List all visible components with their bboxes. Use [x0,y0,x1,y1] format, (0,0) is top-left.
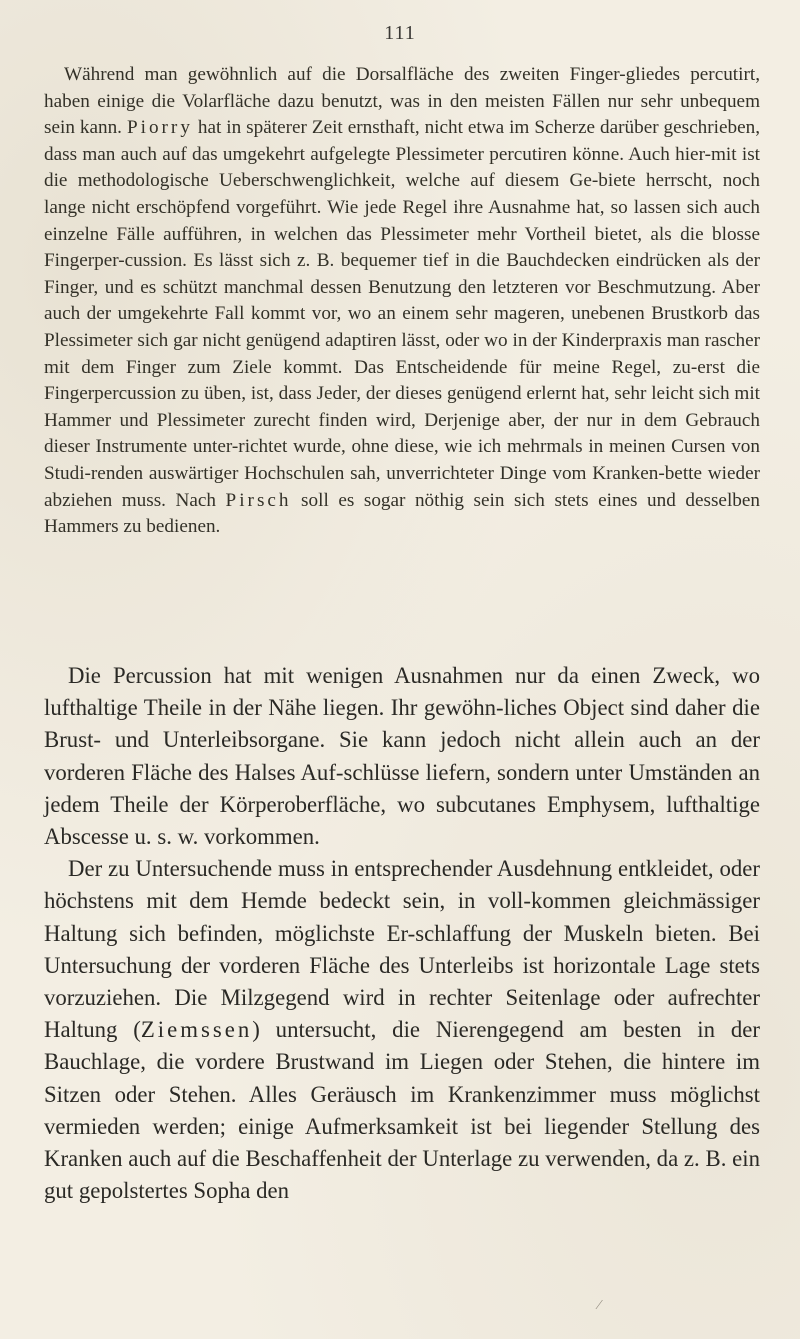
author-name: Pirsch [225,489,292,511]
author-name: Piorry [126,117,193,139]
paragraph-plessimeter [44,62,760,541]
text-run: hat in späterer Zeit ernsthaft, nicht etwa im Scherze darüber geschrieben, dass man auch auf das umgekehrt aufgelegte Plessimeter percutiren könne. Auch hier-mit ist die methodologische Ueberschwenglichkeit, welche auf diesem Ge-biete herrscht, noch lange nicht erschöpfend vorgeführt. Wie jede Regel ihre Ausnahme hat, so lassen sich auch einzelne Fälle aufführen, in welchen das Plessimeter mehr Vortheil bietet, als die blosse Fingerper-cussion. Es lässt sich z. B. bequemer tief in die Bauchdecken eindrücken als der Finger, und es schützt manchmal dessen Benutzung den letzteren vor Beschmutzung. Aber auch der umgekehrte Fall kommt vor, wo an einem sehr mageren, unebenen Brustkorb das Plessimeter sich gar nicht genügend adaptiren lässt, oder wo in der Kinderpraxis man rascher mit dem Finger zum Ziele kommt. Das Entscheidende für meine Regel, zu-erst die Fingerpercussion zu üben, ist, dass Jeder, der dieses genügend erlernt hat, sehr leicht sich mit Hammer und Plessimeter zurecht finden wird, Derjenige aber, der nur in dem Gebrauch dieser Instrumente unter-richtet wurde, ohne diese, wie ich mehrmals in meinen Cursen von Studi-renden auswärtiger Hochschulen sah, unverrichteter Dinge vom Kranken-bette wieder abziehen muss. Nach [44,117,760,511]
section-small-print [44,62,760,541]
page-number: 111 [384,22,416,44]
paragraph-percussion-purpose: Die Percussion hat mit wenigen Ausnahmen nur da einen Zweck, wo lufthaltige Theile in der Nähe liegen. Ihr gewöhn-liches Object sind daher die Brust- und Unterleibsorgane. Sie kann jedoch nicht allein auch an der vorderen Fläche des Halses Auf-schlüsse liefern, sondern unter Umständen an jedem Theile der Körperoberfläche, wo subcutanes Emphysem, lufthaltige Abscesse u. s. w. vorkommen. [44,663,760,850]
paragraph-patient-position [44,853,760,1207]
text-run: Während man gewöhnlich auf die Dorsalfläche des zweiten Finger-gliedes percutirt, haben einige die Volarfläche dazu benutzt, was in den meisten Fällen nur sehr unbequem sein kann. [44,64,760,139]
text-run: ) untersucht, die Nierengegend am besten in der Bauchlage, die vordere Brustwand im Liegen oder Stehen, die hintere im Sitzen oder Stehen. Alles Geräusch im Krankenzimmer muss möglichst vermieden werden; einige Aufmerksamkeit ist bei liegender Stellung des Kranken auch auf die Beschaffenheit der Unterlage zu verwenden, da z. B. ein gut gepolstertes Sopha den [44,1017,760,1204]
stray-pencil-mark: ⁄ [598,1298,601,1313]
text-run: Der zu Untersuchende muss in entsprechender Ausdehnung entkleidet, oder höchstens mit dem Hemde bedeckt sein, in voll-kommen gleichmässiger Haltung sich befinden, möglichste Er-schlaffung der Muskeln bieten. Bei Untersuchung der vorderen Fläche des Unterleibs ist horizontale Lage stets vorzuziehen. Die Milzgegend wird in rechter Seitenlage oder aufrechter Haltung ( [44,856,760,1043]
section-main-text [44,660,760,1207]
author-name: Ziemssen [140,1017,253,1043]
text-run: soll es sogar nöthig sein sich stets eines und desselben Hammers zu bedienen. [44,489,760,538]
